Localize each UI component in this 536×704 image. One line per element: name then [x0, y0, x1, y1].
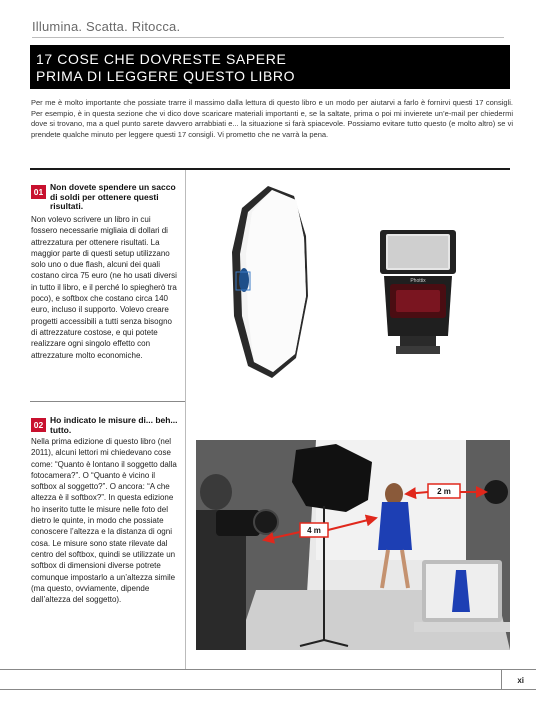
running-header: Illumina. Scatta. Ritocca.	[32, 19, 181, 34]
softbox-image	[232, 186, 308, 378]
studio-illustration	[196, 440, 510, 650]
intro-paragraph: Per me è molto importante che possiate trarre il massimo dalla lettura di questo libro e un modo per aiutarvi a farlo è fornirvi questi 17 consigli. Per esempio, è in questa sezione che vi dico dove scaricare materiali importanti e, se la saltate, prima o poi mi invierete un’e-mail per chiedermi dove si trovano, ma a quel punto sarete davvero arrabbiati e... la situazione si farà spiacevole. Possiamo evitare tutto questo (e molto altro) se vi prendete qualche minuto per leggere questi 17 consigli. Vi prometto che ne varrà la pena.	[31, 98, 513, 139]
section-divider-2	[30, 401, 185, 402]
flash-image	[380, 230, 456, 354]
distance-label-4m: 4 m	[307, 526, 321, 535]
equipment-photo	[196, 176, 508, 390]
footer-rule-top	[0, 669, 536, 670]
equipment-illustration	[196, 176, 508, 390]
section-title: Non dovete spendere un sacco di soldi per ottenere questi risultati.	[50, 182, 176, 211]
footer-rule-bottom	[0, 689, 536, 690]
section-number-badge: 01	[31, 185, 46, 199]
flash-brand-label: Phottix	[410, 278, 426, 284]
page-number: xi	[517, 676, 524, 685]
section-body: Non volevo scrivere un libro in cui fossero necessarie migliaia di dollari di attrezzatura per ottenere risultati. La maggior parte di questi setup utilizzano solo uno o due flash, alcuni dei quali costano circa 75 euro (ne ho usati diversi in tutto il libro, e il perché lo spiegherò tra poco), e softbox che costano circa 140 euro, incluso il supporto. Volevo creare progetti accessibili a tutti senza bisogno di attrezzature costose, e qui potete realizzare ogni singolo effetto con attrezzature molto economiche.	[31, 215, 177, 360]
chapter-title-band	[30, 45, 510, 89]
distance-label-2m: 2 m	[437, 487, 451, 496]
laptop-image	[414, 560, 510, 632]
section-divider-top	[30, 168, 510, 170]
header-divider	[32, 37, 504, 38]
chapter-title-line-1: 17 COSE CHE DOVRESTE SAPERE	[36, 51, 287, 67]
section-number-badge: 02	[31, 418, 46, 432]
chapter-title-line-2: PRIMA DI LEGGERE QUESTO LIBRO	[36, 68, 296, 84]
column-divider	[185, 170, 186, 670]
behind-the-scenes-photo	[196, 440, 510, 650]
section-title: Ho indicato le misure di... beh... tutto.	[50, 415, 178, 435]
section-body: Nella prima edizione di questo libro (nel 2011), alcuni lettori mi chiedevano cose come: “Quanto è lontano il soggetto dalla fotocamera?”. O “Quanto è vicino il softbox al soggetto?”. O ancora: “A che altezza è il softbox?”. In questa edizione ho inserito tutte le misure nelle foto del dietro le quinte, in modo che possiate conoscere l’altezza e la distanza di ogni cosa. Le misure sono state rilevate dal centro del softbox, quindi se utilizzate un softbox di dimensioni diverse potrete comunque impostarlo a un’altezza simile (ma questo, ovviamente, dipende dall’altezza del soggetto).	[31, 437, 177, 605]
